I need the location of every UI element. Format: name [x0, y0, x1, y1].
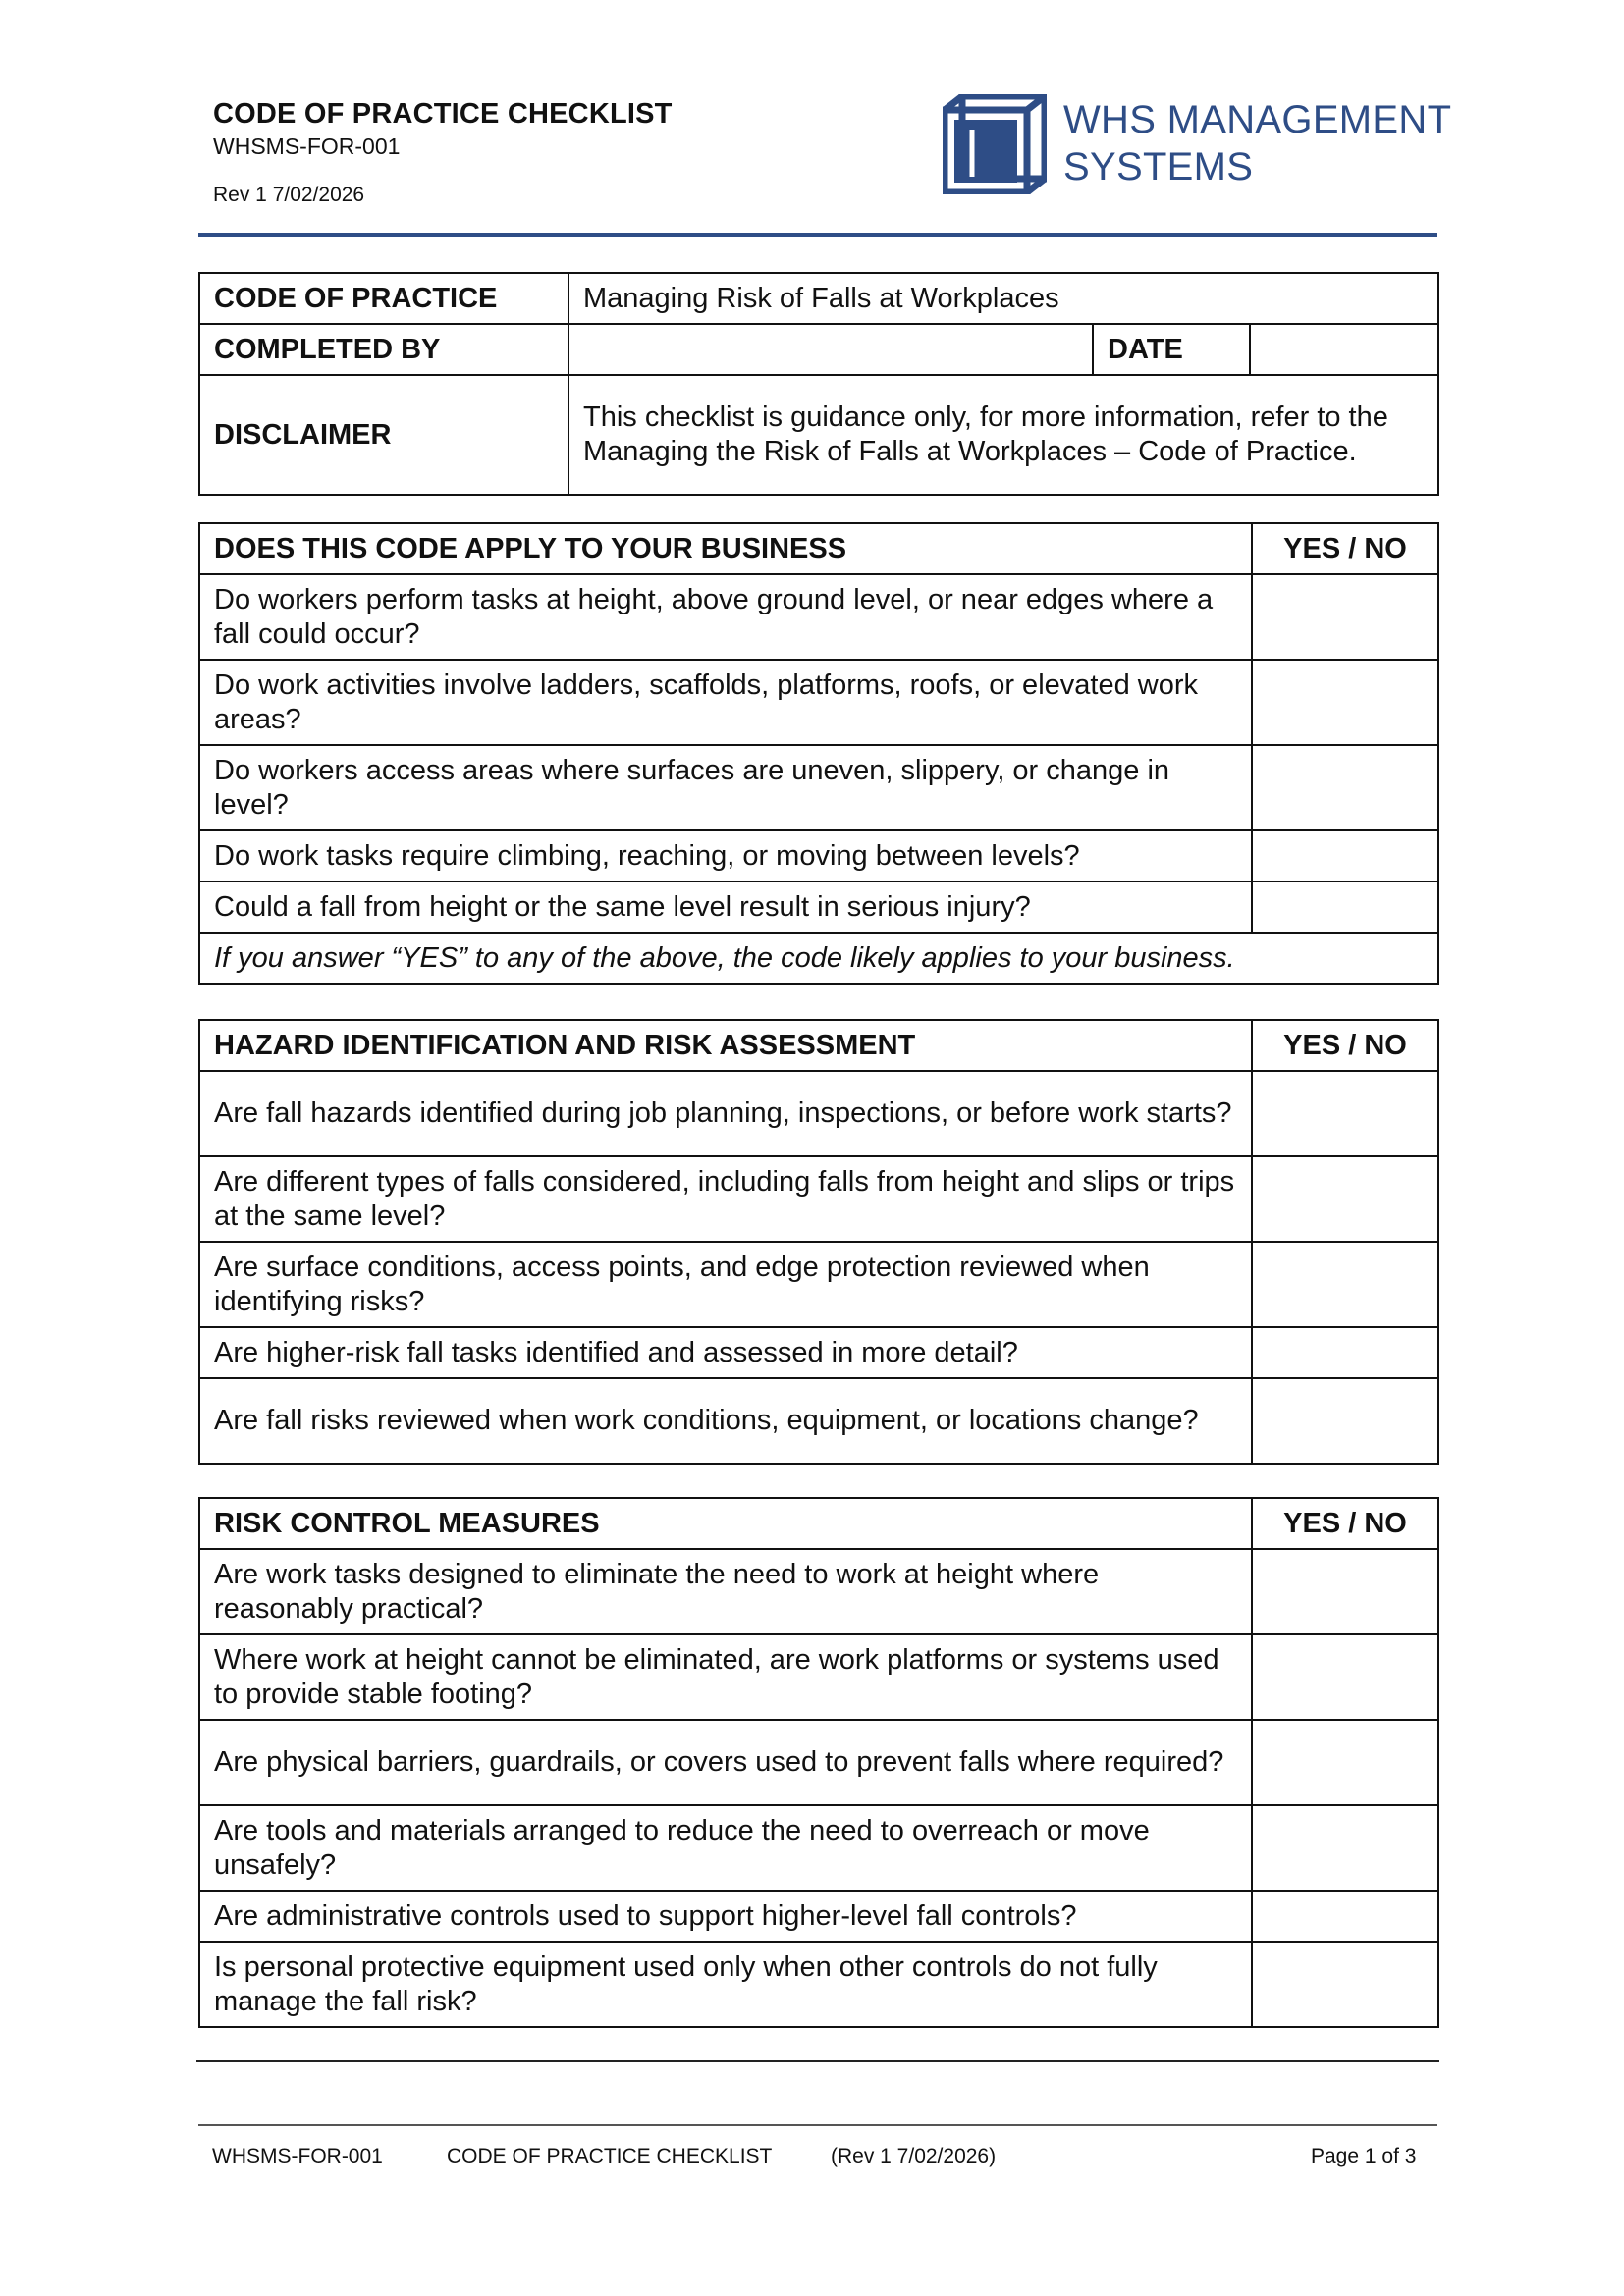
- apply-header-row: [199, 523, 1438, 574]
- control-yes-no-header: YES / NO: [1252, 1498, 1438, 1549]
- control-answer-3[interactable]: [1252, 1720, 1438, 1805]
- apply-answer-3[interactable]: [1252, 745, 1438, 830]
- apply-yes-no-header: YES / NO: [1252, 523, 1438, 574]
- footer-title: CODE OF PRACTICE CHECKLIST: [447, 2145, 773, 2167]
- hazard-question-1: Are fall hazards identified during job planning, inspections, or before work starts?: [199, 1071, 1252, 1156]
- control-answer-2[interactable]: [1252, 1634, 1438, 1720]
- footer-page-number: Page 1 of 3: [1311, 2145, 1417, 2167]
- table-row: [199, 830, 1438, 881]
- control-section-heading: RISK CONTROL MEASURES: [199, 1498, 1252, 1549]
- document-header: [198, 94, 1452, 236]
- code-of-practice-value: Managing Risk of Falls at Workplaces: [568, 273, 1438, 324]
- info-row-code: [199, 273, 1438, 324]
- table-row: [199, 1071, 1438, 1156]
- table-row: [199, 1942, 1438, 2027]
- control-header-row: [199, 1498, 1438, 1549]
- apply-question-2: Do work activities involve ladders, scaffolds, platforms, roofs, or elevated work areas?: [199, 660, 1252, 745]
- control-question-6: Is personal protective equipment used only when other controls do not fully manage the fall risk?: [199, 1942, 1252, 2027]
- hazard-section-table: [198, 1019, 1439, 1465]
- hazard-answer-4[interactable]: [1252, 1327, 1438, 1378]
- footer-revision: (Rev 1 7/02/2026): [831, 2145, 997, 2167]
- hazard-answer-2[interactable]: [1252, 1156, 1438, 1242]
- hazard-answer-5[interactable]: [1252, 1378, 1438, 1464]
- table-row: [199, 881, 1438, 933]
- completed-by-label: COMPLETED BY: [199, 324, 568, 375]
- document-revision: Rev 1 7/02/2026: [213, 184, 365, 206]
- table-row: [199, 1242, 1438, 1327]
- info-row-completed: [199, 324, 1438, 375]
- content-end-divider: [196, 2060, 1439, 2062]
- info-table: [198, 272, 1439, 496]
- footer-divider: [198, 2124, 1437, 2126]
- apply-question-4: Do work tasks require climbing, reaching, or moving between levels?: [199, 830, 1252, 881]
- footer-doc-code: WHSMS-FOR-001: [212, 2145, 383, 2167]
- table-row: [199, 574, 1438, 660]
- control-question-5: Are administrative controls used to support higher-level fall controls?: [199, 1891, 1252, 1942]
- apply-answer-5[interactable]: [1252, 881, 1438, 933]
- company-logo: [943, 94, 1452, 194]
- info-row-disclaimer: [199, 375, 1438, 495]
- apply-answer-1[interactable]: [1252, 574, 1438, 660]
- table-row: [199, 1891, 1438, 1942]
- control-answer-1[interactable]: [1252, 1549, 1438, 1634]
- hazard-question-4: Are higher-risk fall tasks identified and assessed in more detail?: [199, 1327, 1252, 1378]
- code-of-practice-label: CODE OF PRACTICE: [199, 273, 568, 324]
- control-question-2: Where work at height cannot be eliminated, are work platforms or systems used to provide stable footing?: [199, 1634, 1252, 1720]
- table-row: [199, 1156, 1438, 1242]
- hazard-yes-no-header: YES / NO: [1252, 1020, 1438, 1071]
- table-row: [199, 1720, 1438, 1805]
- apply-section-table: [198, 522, 1439, 985]
- disclaimer-text: This checklist is guidance only, for more information, refer to the Managing the Risk of Falls at Workplaces – Code of Practice.: [568, 375, 1438, 495]
- apply-section-heading: DOES THIS CODE APPLY TO YOUR BUSINESS: [199, 523, 1252, 574]
- control-answer-6[interactable]: [1252, 1942, 1438, 2027]
- table-row: [199, 1327, 1438, 1378]
- document-code: WHSMS-FOR-001: [213, 133, 401, 159]
- hazard-question-2: Are different types of falls considered, including falls from height and slips or trips at the same level?: [199, 1156, 1252, 1242]
- apply-note: If you answer “YES” to any of the above, the code likely applies to your business.: [199, 933, 1438, 984]
- apply-question-5: Could a fall from height or the same level result in serious injury?: [199, 881, 1252, 933]
- control-answer-4[interactable]: [1252, 1805, 1438, 1891]
- control-question-4: Are tools and materials arranged to reduce the need to overreach or move unsafely?: [199, 1805, 1252, 1891]
- hazard-answer-3[interactable]: [1252, 1242, 1438, 1327]
- apply-question-1: Do workers perform tasks at height, above ground level, or near edges where a fall could occur?: [199, 574, 1252, 660]
- table-row: [199, 1378, 1438, 1464]
- hazard-section-heading: HAZARD IDENTIFICATION AND RISK ASSESSMENT: [199, 1020, 1252, 1071]
- control-answer-5[interactable]: [1252, 1891, 1438, 1942]
- table-row: [199, 1549, 1438, 1634]
- apply-answer-2[interactable]: [1252, 660, 1438, 745]
- date-field[interactable]: [1250, 324, 1438, 375]
- hazard-question-5: Are fall risks reviewed when work conditions, equipment, or locations change?: [199, 1378, 1252, 1464]
- control-question-3: Are physical barriers, guardrails, or covers used to prevent falls where required?: [199, 1720, 1252, 1805]
- completed-by-field[interactable]: [568, 324, 1093, 375]
- header-divider: [198, 233, 1437, 237]
- control-section-table: [198, 1497, 1439, 2028]
- table-row: [199, 660, 1438, 745]
- apply-question-3: Do workers access areas where surfaces are uneven, slippery, or change in level?: [199, 745, 1252, 830]
- hazard-answer-1[interactable]: [1252, 1071, 1438, 1156]
- apply-note-row: [199, 933, 1438, 984]
- disclaimer-label: DISCLAIMER: [199, 375, 568, 495]
- document-title: CODE OF PRACTICE CHECKLIST: [213, 98, 673, 130]
- cube-logo-icon: [943, 94, 1047, 194]
- brand-name-line2: SYSTEMS: [1063, 145, 1254, 188]
- table-row: [199, 1634, 1438, 1720]
- apply-answer-4[interactable]: [1252, 830, 1438, 881]
- control-question-1: Are work tasks designed to eliminate the need to work at height where reasonably practical?: [199, 1549, 1252, 1634]
- date-label: DATE: [1093, 324, 1250, 375]
- table-row: [199, 745, 1438, 830]
- hazard-question-3: Are surface conditions, access points, and edge protection reviewed when identifying risks?: [199, 1242, 1252, 1327]
- brand-name-line1: WHS MANAGEMENT: [1063, 98, 1452, 141]
- hazard-header-row: [199, 1020, 1438, 1071]
- table-row: [199, 1805, 1438, 1891]
